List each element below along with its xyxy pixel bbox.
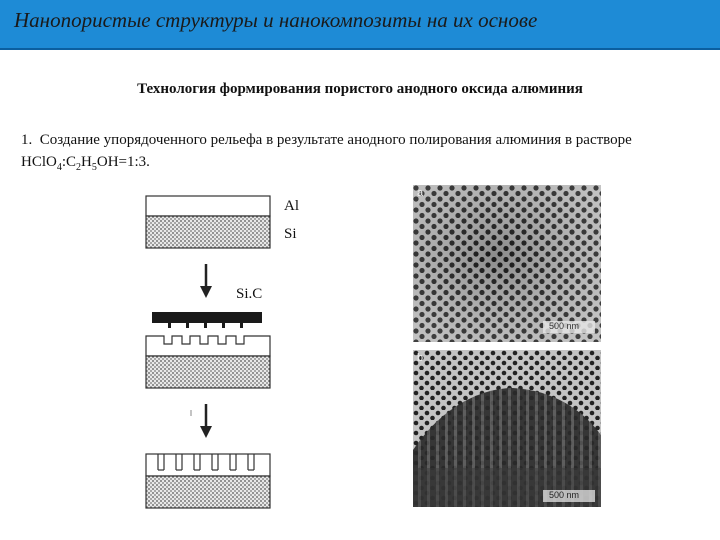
micrograph-top-letter: a	[417, 187, 424, 199]
step-number: 1.	[21, 132, 33, 148]
stage-2-stack	[146, 312, 270, 388]
micrograph-bottom-scale: 500 nm	[549, 490, 580, 500]
micrograph-top-scale: 500 nm	[549, 321, 580, 331]
micrograph-bottom-letter: b	[417, 352, 424, 364]
label-al: Al	[284, 198, 299, 214]
subscript-5: 5	[91, 162, 97, 173]
step-text-d: OH=1:3.	[96, 154, 150, 170]
step-text-a: Создание упорядоченного рельефа в результате анодного полирования алюминия в растворе HClO	[21, 132, 632, 170]
label-si: Si	[284, 226, 297, 242]
micrograph-top	[413, 185, 601, 342]
si-substrate-2	[146, 356, 270, 388]
subscript-4: 4	[56, 162, 62, 173]
subscript-2: 2	[76, 162, 82, 173]
micrograph-bottom-texture	[413, 350, 601, 507]
si-substrate	[146, 216, 270, 248]
micrograph-bottom	[413, 350, 601, 507]
stage-1-stack	[146, 196, 270, 248]
slide-header-title: Нанопористые структуры и нанокомпозиты на их основе	[14, 8, 538, 32]
slide-subtitle: Технология формирования пористого анодного оксида алюминия	[137, 81, 583, 97]
step-text-b: :C	[61, 154, 77, 170]
label-sic: Si.C	[236, 286, 263, 302]
patterned-al-layer	[146, 336, 270, 356]
si-substrate-3	[146, 476, 270, 508]
sic-stamp	[152, 312, 262, 323]
stage-3-porous-stack	[146, 454, 270, 508]
down-arrow-icon	[200, 264, 212, 298]
step-text-c: H	[81, 154, 92, 170]
micrograph-top-texture	[413, 185, 601, 342]
down-arrow-icon	[200, 404, 212, 438]
al-layer	[146, 196, 270, 216]
